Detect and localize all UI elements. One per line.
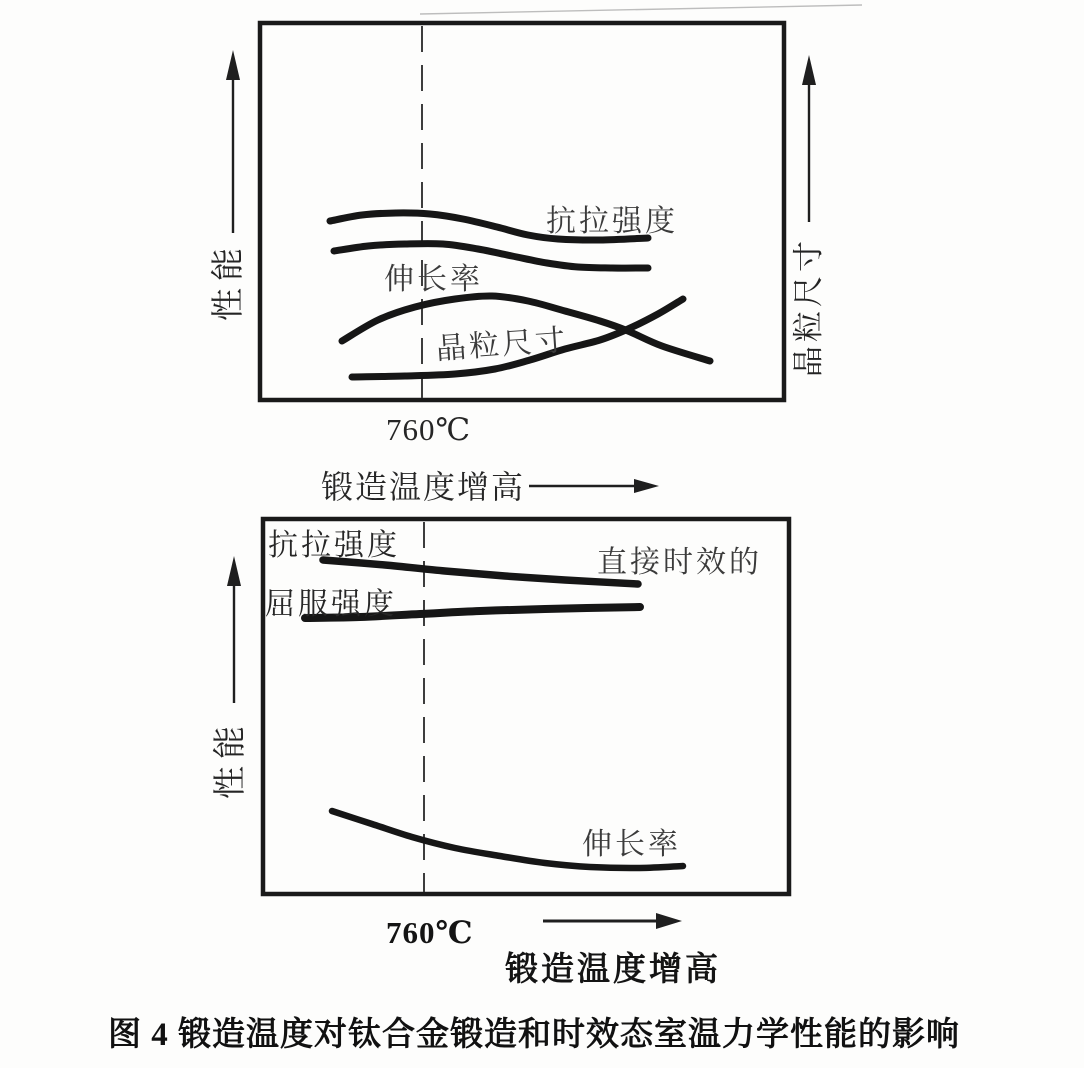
top-left-axis-label: 性能: [211, 241, 247, 321]
bottom-annotation-direct-aged: 直接时效的: [597, 546, 762, 579]
figure-caption: 图 4 锻造温度对钛合金锻造和时效态室温力学性能的影响: [108, 1017, 960, 1053]
bottom-x-axis-label: 锻造温度增高: [505, 952, 721, 988]
bottom-left-axis-arrow-icon: [227, 556, 241, 703]
middle-x-axis-arrow-icon: [529, 479, 659, 493]
scan-artifact-line: [420, 5, 862, 14]
top-right-axis-label: 晶粒尺寸: [791, 237, 826, 377]
bottom-x-axis-arrow-icon: [543, 913, 682, 929]
top-curve-label-elongation: 伸长率: [384, 263, 483, 296]
bottom-curve-label-elongation: 伸长率: [582, 828, 681, 861]
bottom-curve-label-tensile: 抗拉强度: [268, 529, 400, 562]
bottom-x-tick-760: 760℃: [386, 915, 474, 950]
top-x-tick-760: 760℃: [386, 412, 472, 447]
top-curve-label-tensile: 抗拉强度: [546, 205, 678, 238]
top-curve-label-grain-size: 晶粒尺寸: [435, 323, 570, 366]
middle-x-axis-label: 锻造温度增高: [321, 469, 526, 505]
bottom-left-axis-label: 性能: [213, 719, 249, 799]
top-right-axis-arrow-icon: [802, 55, 816, 222]
curve-伸长率: [334, 244, 648, 269]
bottom-curve-label-yield: 屈服强度: [265, 588, 397, 621]
top-left-axis-arrow-icon: [226, 50, 240, 233]
